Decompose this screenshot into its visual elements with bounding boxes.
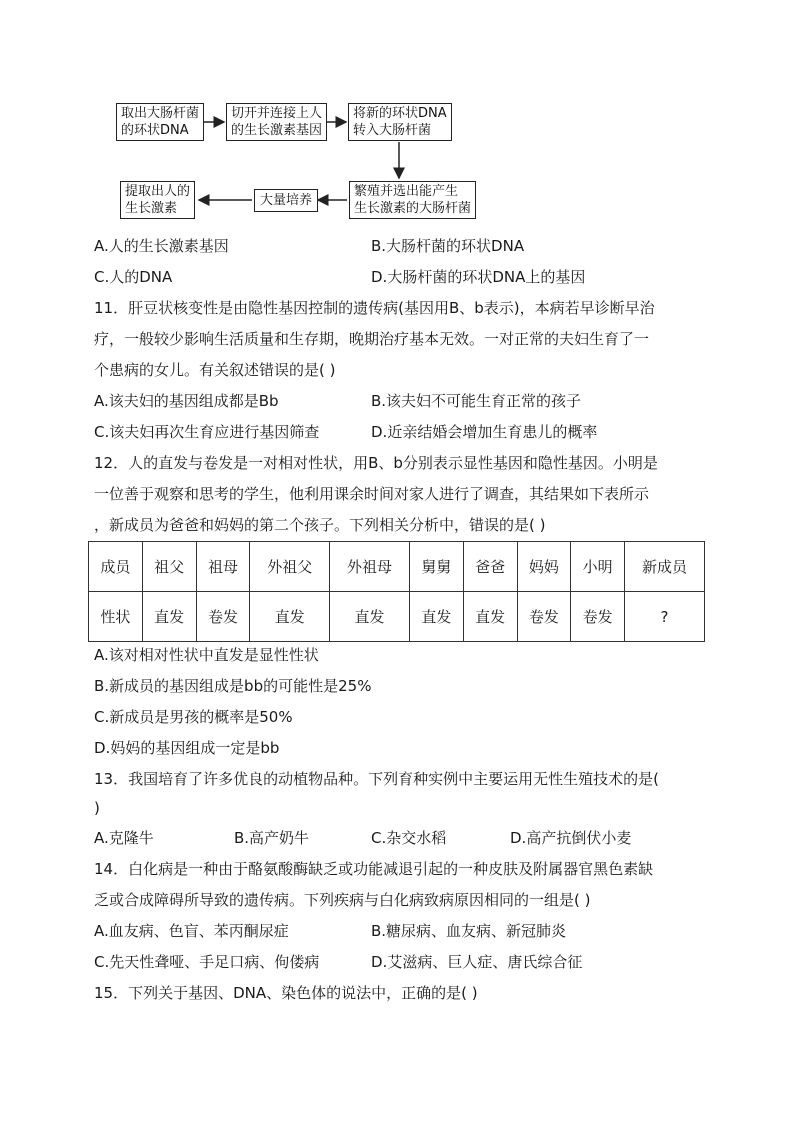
table-cell: 卷发 — [517, 592, 571, 642]
q14-option-c: C.先天性聋哑、手足口病、佝偻病 — [94, 953, 320, 971]
q13-option-c: C.杂交水稻 — [371, 829, 447, 847]
q12-option-d: D.妈妈的基因组成一定是bb — [94, 739, 280, 757]
table-cell: 爸爸 — [463, 542, 517, 592]
table-cell: 外祖父 — [250, 542, 330, 592]
family-traits-table — [88, 541, 705, 642]
flow-box-text: 繁殖并选出能产生 — [354, 184, 459, 199]
q11-stem-line: 疗，一般较少影响生活质量和生存期，晚期治疗基本无效。一对正常的夫妇生育了一 — [94, 330, 650, 348]
table-cell: 成员 — [89, 542, 143, 592]
q10-option-c: C.人的DNA — [94, 268, 173, 286]
table-cell: 直发 — [409, 592, 463, 642]
q14-stem-line: 14．白化病是一种由于酪氨酸酶缺乏或功能减退引起的一种皮肤及附属器官黑色素缺 — [94, 860, 654, 878]
table-cell: 小明 — [571, 542, 625, 592]
table-cell: 直发 — [250, 592, 330, 642]
flow-box-text: 大量培养 — [260, 193, 313, 208]
flow-box-extract-plasmid — [116, 103, 204, 141]
q14-stem-line: 乏或合成障碍所导致的遗传病。下列疾病与白化病致病原因相同的一组是( ) — [94, 891, 591, 909]
table-cell: 新成员 — [625, 542, 705, 592]
q11-stem-line: 11．肝豆状核变性是由隐性基因控制的遗传病(基因用B、b表示)，本病若早诊断早治 — [94, 299, 655, 317]
flow-box-text: 的生长激素基因 — [231, 123, 323, 138]
flow-box-text: 切开并连接上人 — [231, 106, 323, 121]
flow-box-transform — [348, 103, 452, 141]
flow-box-text: 的环状DNA — [121, 123, 189, 138]
q13-stem-line: 13．我国培育了许多优良的动植物品种。下列育种实例中主要运用无性生殖技术的是( — [94, 770, 659, 788]
q11-option-a: A.该夫妇的基因组成都是Bb — [94, 392, 279, 410]
table-cell: 卷发 — [196, 592, 250, 642]
table-row — [89, 592, 705, 642]
q12-option-b: B.新成员的基因组成是bb的可能性是25% — [94, 677, 372, 695]
flow-box-text: 转入大肠杆菌 — [353, 123, 432, 138]
q10-option-d: D.大肠杆菌的环状DNA上的基因 — [371, 268, 586, 286]
table-cell: 性状 — [89, 592, 143, 642]
table-cell: 直发 — [142, 592, 196, 642]
q12-stem-line: ，新成员为爸爸和妈妈的第二个孩子。下列相关分析中，错误的是( ) — [94, 516, 546, 534]
table-cell: 外祖母 — [330, 542, 410, 592]
flow-box-text: 取出大肠杆菌 — [121, 106, 200, 121]
q14-option-d: D.艾滋病、巨人症、唐氏综合征 — [371, 953, 583, 971]
flow-box-extract-hormone — [120, 181, 195, 219]
flow-box-text: 生长激素的大肠杆菌 — [354, 201, 472, 216]
q15-stem-line: 15．下列关于基因、DNA、染色体的说法中，正确的是( ) — [94, 984, 478, 1002]
table-cell: 直发 — [330, 592, 410, 642]
flow-box-select — [349, 181, 476, 219]
q13-stem-line: ) — [94, 799, 100, 817]
flow-box-text: 提取出人的 — [125, 184, 191, 199]
table-cell: 直发 — [463, 592, 517, 642]
q10-option-b: B.大肠杆菌的环状DNA — [371, 237, 525, 255]
table-cell: 卷发 — [571, 592, 625, 642]
q12-stem-line: 12．人的直发与卷发是一对相对性状，用B、b分别表示显性基因和隐性基因。小明是 — [94, 454, 658, 472]
table-cell: 妈妈 — [517, 542, 571, 592]
table-cell: ? — [625, 592, 705, 642]
flow-box-text: 生长激素 — [125, 201, 178, 216]
q13-option-d: D.高产抗倒伏小麦 — [510, 829, 632, 847]
q13-option-a: A.克隆牛 — [94, 829, 154, 847]
q12-option-a: A.该对相对性状中直发是显性性状 — [94, 646, 319, 664]
table-cell: 舅舅 — [409, 542, 463, 592]
table-cell: 祖父 — [142, 542, 196, 592]
flow-box-culture — [254, 189, 318, 212]
q14-option-b: B.糖尿病、血友病、新冠肺炎 — [371, 922, 567, 940]
q14-option-a: A.血友病、色盲、苯丙酮尿症 — [94, 922, 289, 940]
flow-box-text: 将新的环状DNA — [353, 106, 447, 121]
q12-option-c: C.新成员是男孩的概率是50% — [94, 708, 293, 726]
q11-option-d: D.近亲结婚会增加生育患儿的概率 — [371, 423, 598, 441]
q11-option-b: B.该夫妇不可能生育正常的孩子 — [371, 392, 582, 410]
q11-stem-line: 个患病的女儿。有关叙述错误的是( ) — [94, 361, 336, 379]
q13-option-b: B.高产奶牛 — [234, 829, 310, 847]
q12-stem-line: 一位善于观察和思考的学生，他利用课余时间对家人进行了调查，其结果如下表所示 — [94, 485, 650, 503]
q11-option-c: C.该夫妇再次生育应进行基因筛查 — [94, 423, 320, 441]
q10-option-a: A.人的生长激素基因 — [94, 237, 229, 255]
table-row — [89, 542, 705, 592]
flow-box-cut-and-ligate — [226, 103, 327, 141]
table-cell: 祖母 — [196, 542, 250, 592]
